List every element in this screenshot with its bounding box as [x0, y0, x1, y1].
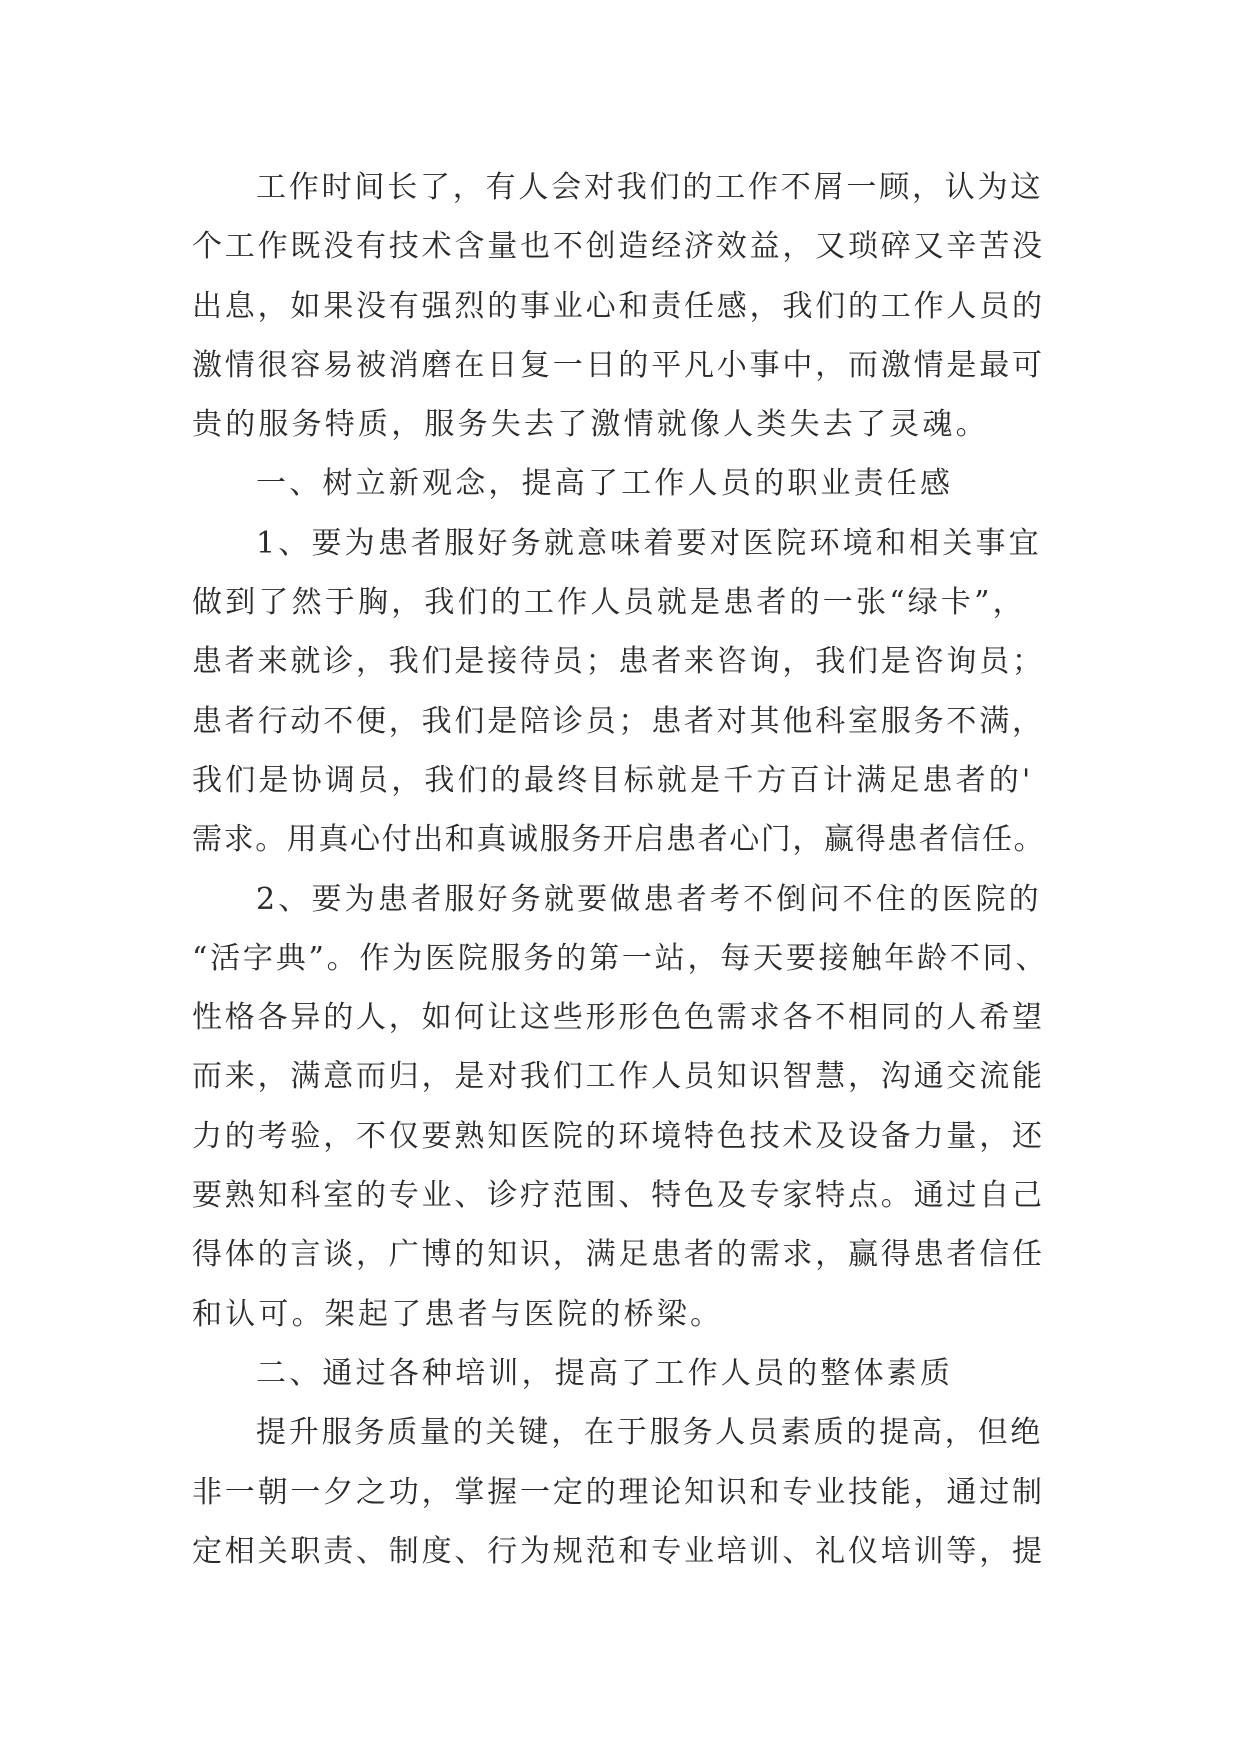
text-line: 做到了然于胸，我们的工作人员就是患者的一张“绿卡”，: [192, 585, 1026, 621]
text-line: 性格各异的人，如何让这些形形色色需求各不相同的人希望: [192, 1000, 1045, 1036]
text-line: 而来，满意而归，是对我们工作人员知识智慧，沟通交流能: [192, 1059, 1045, 1095]
text-line: 2、要为患者服好务就要做患者考不倒问不住的医院的: [256, 881, 1042, 917]
text-line: 力的考验，不仅要熟知医院的环境特色技术及设备力量，还: [192, 1118, 1045, 1154]
text-line: “活字典”。作为医院服务的第一站，每天要接触年龄不同、: [192, 940, 1049, 976]
text-line: 和认可。架起了患者与医院的桥梁。: [192, 1296, 724, 1332]
text-line: 二、通过各种培训，提高了工作人员的整体素质: [256, 1355, 954, 1391]
text-line: 我们是协调员，我们的最终目标就是千方百计满足患者的': [192, 762, 1034, 798]
text-line: 个工作既没有技术含量也不创造经济效益，又琐碎又辛苦没: [192, 229, 1045, 265]
text-line: 定相关职责、制度、行为规范和专业培训、礼仪培训等，提: [192, 1533, 1045, 1569]
text-line: 一、树立新观念，提高了工作人员的职业责任感: [256, 466, 954, 502]
text-line: 1、要为患者服好务就意味着要对医院环境和相关事宜: [256, 525, 1042, 561]
text-line: 要熟知科室的专业、诊疗范围、特色及专家特点。通过自己: [192, 1178, 1045, 1214]
text-line: 患者行动不便，我们是陪诊员；患者对其他科室服务不满，: [192, 703, 1045, 739]
text-line: 贵的服务特质，服务失去了激情就像人类失去了灵魂。: [192, 407, 989, 443]
text-line: 得体的言谈，广博的知识，满足患者的需求，赢得患者信任: [192, 1237, 1045, 1273]
text-line: 出息，如果没有强烈的事业心和责任感，我们的工作人员的: [192, 288, 1045, 324]
text-line: 患者来就诊，我们是接待员；患者来咨询，我们是咨询员；: [192, 644, 1045, 680]
text-line: 需求。用真心付出和真诚服务开启患者心门，赢得患者信任。: [192, 822, 1046, 858]
text-line: 工作时间长了，有人会对我们的工作不屑一顾，认为这: [256, 170, 1044, 205]
document-body: [192, 158, 1052, 1581]
text-line: 提升服务质量的关键，在于服务人员素质的提高，但绝: [256, 1415, 1044, 1451]
text-line: 非一朝一夕之功，掌握一定的理论知识和专业技能，通过制: [192, 1474, 1045, 1510]
text-line: 激情很容易被消磨在日复一日的平凡小事中，而激情是最可: [192, 347, 1045, 383]
